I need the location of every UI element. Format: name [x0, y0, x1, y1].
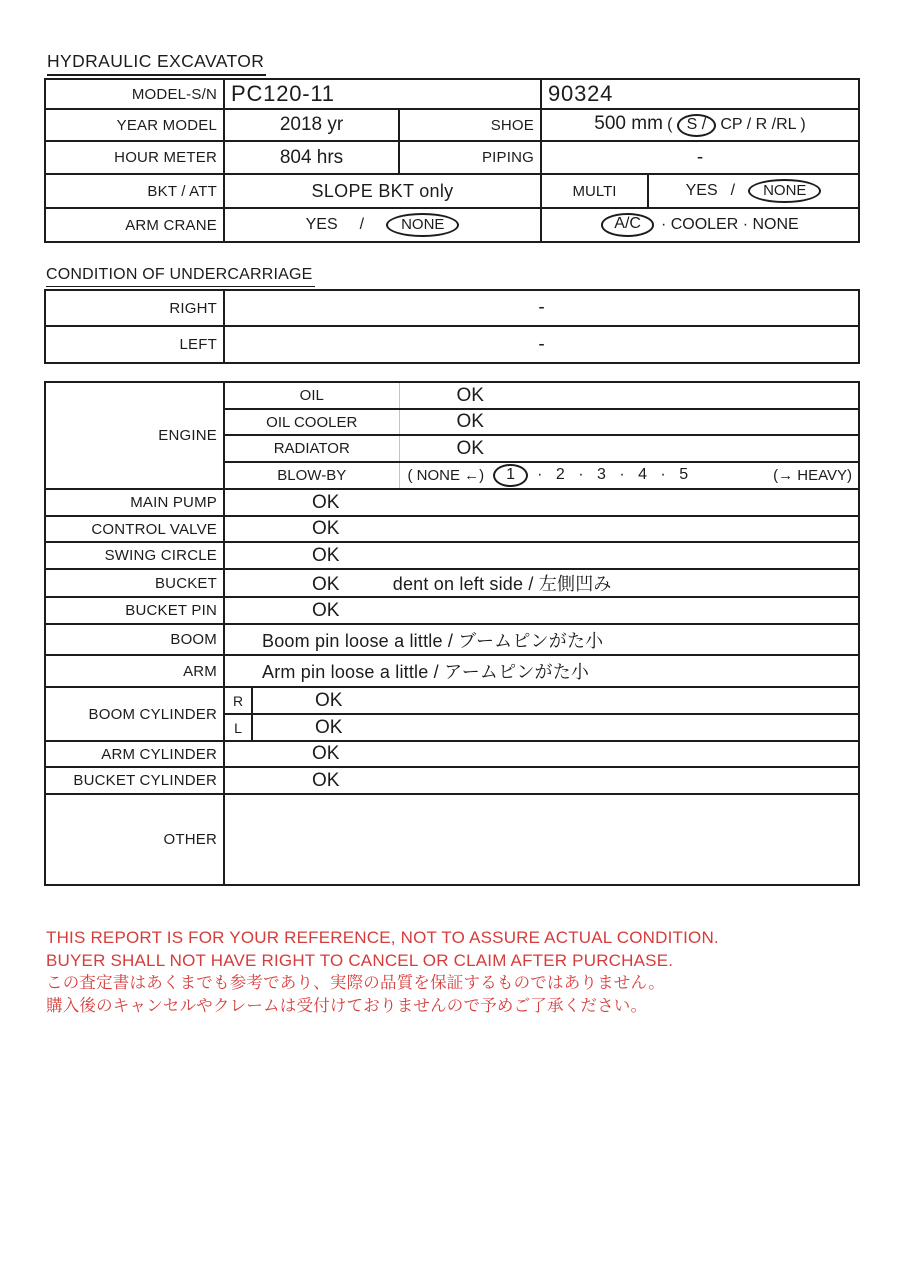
shoe-value-cell: [541, 109, 859, 141]
boom-row: [45, 624, 859, 655]
engine-oilcooler-label: OIL COOLER: [224, 409, 399, 435]
disclaimer-line-2: BUYER SHALL NOT HAVE RIGHT TO CANCEL OR CLAIM AFTER PURCHASE.: [46, 950, 674, 970]
shoe-paren: (: [667, 115, 673, 133]
model-label: MODEL-S/N: [45, 79, 224, 109]
piping-value: -: [541, 141, 859, 174]
piping-label: PIPING: [399, 141, 541, 174]
swing-circle-row: [45, 542, 859, 569]
left-label: LEFT: [45, 326, 224, 363]
right-value: -: [224, 290, 859, 326]
bucket-row: [45, 569, 859, 597]
multi-selected-circle: NONE: [748, 179, 821, 203]
boom-cylinder-left-value: OK: [252, 714, 859, 741]
year-shoe-row: [45, 109, 859, 141]
disclaimer-line-1: THIS REPORT IS FOR YOUR REFERENCE, NOT TO ASSURE ACTUAL CONDITION.: [46, 928, 719, 947]
boom-cylinder-left-label: L: [224, 714, 252, 741]
bucket-cylinder-label: BUCKET CYLINDER: [45, 767, 224, 794]
arm-crane-selected-circle: NONE: [386, 213, 459, 237]
ac-selected-circle: A/C: [601, 213, 654, 236]
arm-label: ARM: [45, 655, 224, 687]
serial-value: 90324: [541, 79, 859, 109]
model-row: [45, 79, 859, 109]
ac-cooler-cell: [541, 208, 859, 242]
right-label: RIGHT: [45, 290, 224, 326]
multi-option-yes: YES: [685, 182, 718, 199]
left-value: -: [224, 326, 859, 363]
ac-options-rest: · COOLER · NONE: [660, 215, 799, 233]
shoe-label: SHOE: [399, 109, 541, 141]
year-value: 2018 yr: [224, 109, 399, 141]
hour-meter-value: 804 hrs: [224, 141, 399, 174]
control-valve-value: OK: [224, 516, 859, 542]
engine-oil-value: OK: [399, 382, 859, 409]
bucket-value-cell: [224, 569, 859, 597]
arm-crane-value-cell: [224, 208, 541, 242]
arm-cylinder-label: ARM CYLINDER: [45, 741, 224, 767]
blowby-prefix: ( NONE ←): [407, 466, 485, 484]
arm-crane-option-yes: YES: [305, 216, 338, 233]
other-row: [45, 794, 859, 885]
main-pump-value: OK: [224, 489, 859, 516]
shoe-selected-circle: S /: [677, 114, 717, 137]
arm-cylinder-row: [45, 741, 859, 767]
page-title: HYDRAULIC EXCAVATOR: [47, 51, 266, 76]
arm-cylinder-value: OK: [224, 741, 859, 767]
undercarriage-left-row: [45, 326, 859, 363]
multi-label: MULTI: [541, 174, 648, 208]
boom-cylinder-right-row: [45, 687, 859, 714]
engine-radiator-value: OK: [399, 435, 859, 462]
undercarriage-right-row: [45, 290, 859, 326]
hour-meter-label: HOUR METER: [45, 141, 224, 174]
bucket-value: OK: [312, 574, 340, 595]
bucket-pin-row: [45, 597, 859, 624]
other-label: OTHER: [45, 794, 224, 885]
disclaimer-line-3: この査定書はあくまでも参考であり、実際の品質を保証するものではありません。: [46, 974, 665, 992]
model-value: PC120-11: [224, 79, 541, 109]
undercarriage-table: [44, 289, 860, 364]
boom-label: BOOM: [45, 624, 224, 655]
multi-value-cell: [648, 174, 859, 208]
boom-cylinder-right-label: R: [224, 687, 252, 714]
bkt-multi-row: [45, 174, 859, 208]
engine-oil-label: OIL: [224, 382, 399, 409]
control-valve-label: CONTROL VALVE: [45, 516, 224, 542]
arm-crane-label: ARM CRANE: [45, 208, 224, 242]
armcrane-ac-row: [45, 208, 859, 242]
bucket-pin-value: OK: [224, 597, 859, 624]
multi-slash: /: [730, 182, 736, 199]
swing-circle-label: SWING CIRCLE: [45, 542, 224, 569]
bucket-cylinder-row: [45, 767, 859, 794]
bucket-note: dent on left side / 左側凹み: [392, 574, 612, 594]
control-valve-row: [45, 516, 859, 542]
engine-oilcooler-value: OK: [399, 409, 859, 435]
year-label: YEAR MODEL: [45, 109, 224, 141]
condition-table: [44, 381, 860, 886]
engine-radiator-label: RADIATOR: [224, 435, 399, 462]
main-pump-row: [45, 489, 859, 516]
boom-cylinder-label: BOOM CYLINDER: [45, 687, 224, 741]
boom-cylinder-right-value: OK: [252, 687, 859, 714]
blowby-label: BLOW-BY: [224, 462, 399, 489]
swing-circle-value: OK: [224, 542, 859, 569]
engine-oil-row: [45, 382, 859, 409]
arm-value: Arm pin loose a little / アームピンがた小: [224, 655, 859, 687]
boom-value: Boom pin loose a little / ブームピンがた小: [224, 624, 859, 655]
bucket-pin-label: BUCKET PIN: [45, 597, 224, 624]
engine-label: ENGINE: [45, 382, 224, 489]
arm-row: [45, 655, 859, 687]
bucket-label: BUCKET: [45, 569, 224, 597]
disclaimer-block: [46, 927, 719, 1017]
shoe-options: CP / R /RL ): [720, 115, 806, 133]
main-pump-label: MAIN PUMP: [45, 489, 224, 516]
blowby-suffix: (→ HEAVY): [773, 466, 852, 484]
bkt-att-value: SLOPE BKT only: [224, 174, 541, 208]
spec-table: [44, 78, 860, 243]
blowby-value-cell: [399, 462, 859, 489]
bucket-cylinder-value: OK: [224, 767, 859, 794]
shoe-size: 500 mm: [594, 112, 663, 134]
other-value: [224, 794, 859, 885]
blowby-scale: · 2 · 3 · 4 · 5: [537, 466, 689, 484]
arm-crane-slash: /: [359, 216, 365, 233]
undercarriage-heading: CONDITION OF UNDERCARRIAGE: [46, 266, 315, 287]
bkt-att-label: BKT / ATT: [45, 174, 224, 208]
hour-piping-row: [45, 141, 859, 174]
disclaimer-line-4: 購入後のキャンセルやクレームは受付けておりませんので予めご了承ください。: [46, 996, 648, 1015]
blowby-selected-circle: 1: [493, 464, 528, 487]
